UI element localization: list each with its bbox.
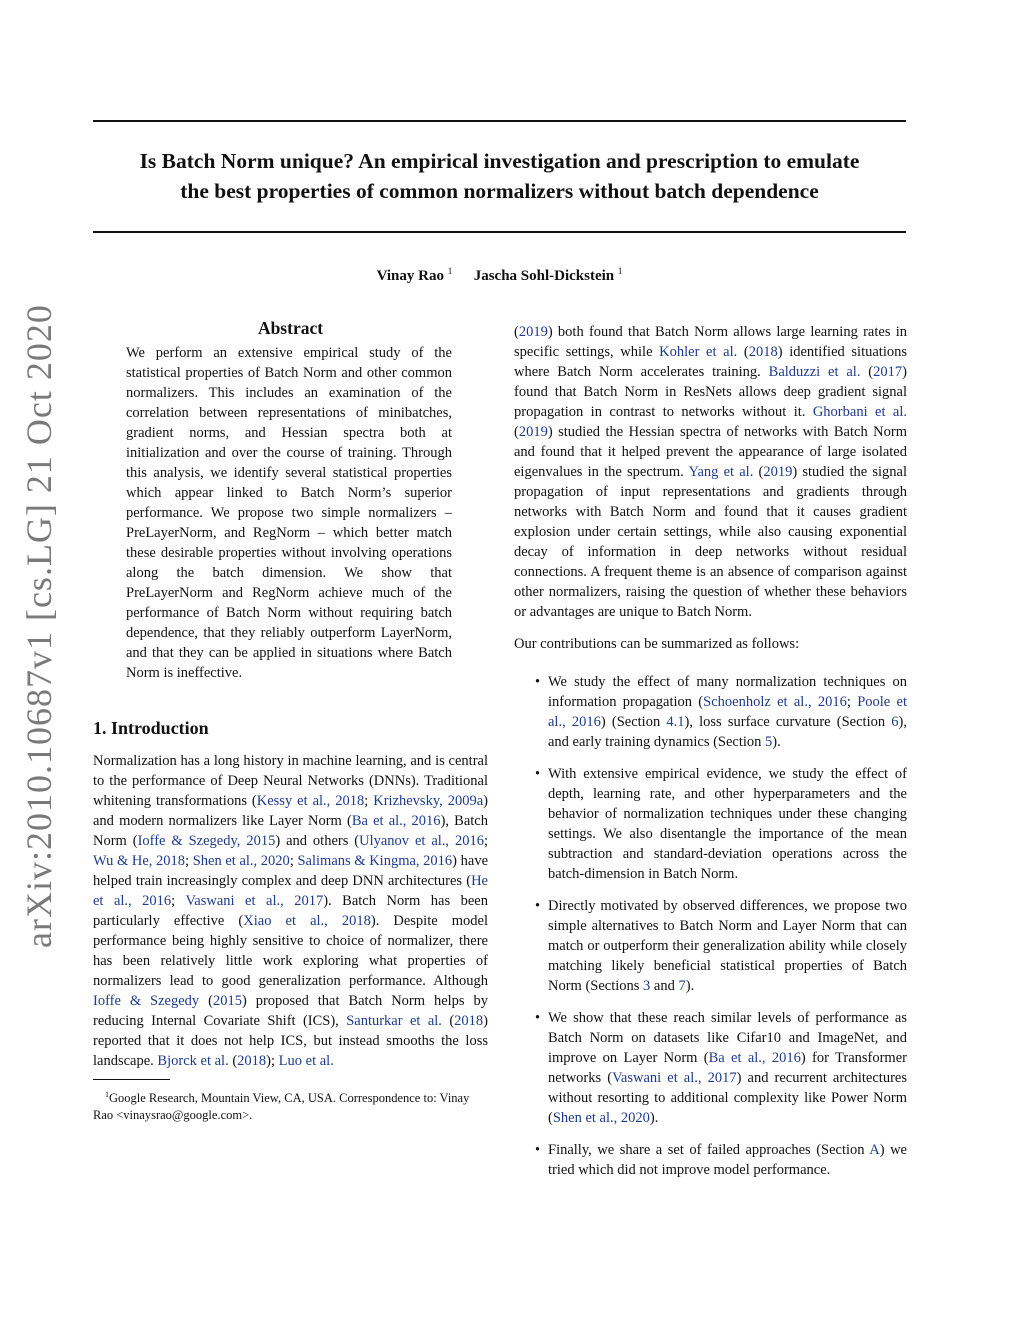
abstract-text: We perform an extensive empirical study of the statistical properties of Batch Norm and other common normalizers. This includes an examination of the correlation between representations of minibatches, gradient norms, and Hessian spectra both at initialization and over the course of training. Through this analysis, we identify several statistical properties which appear linked to Batch Norm’s superior performance. We propose two simple normalizers – PreLayerNorm, and RegNorm – which better match these desirable properties without involving operations along the batch dimension. We show that PreLayerNorm and RegNorm achieve much of the performance of Batch Norm without requiring batch dependence, that they reliably outperform LayerNorm, and that they can be applied in situations where Batch Norm is ineffective. — [126, 345, 452, 681]
author-list — [93, 266, 906, 285]
title-line-2: the best properties of common normalizers without batch dependence — [180, 179, 819, 203]
citation-link[interactable]: 4.1 — [666, 714, 685, 730]
citation-link[interactable]: 7 — [678, 978, 686, 994]
abstract-heading: Abstract — [257, 318, 324, 338]
contributions-list — [514, 672, 907, 1180]
footnote — [93, 1086, 488, 1124]
paper-title — [93, 146, 906, 206]
list-item-text: We study the effect of many normalization techniques on information propagation (Schoenholz et al., 2016; Poole et al., 2016) (Section 4.1), loss surface curvature (Section 6), and early training dynamics (Section 5). — [548, 674, 907, 750]
contributions-intro: Our contributions can be summarized as follows: — [514, 636, 800, 652]
citation-link[interactable]: 2019 — [763, 464, 793, 480]
citation-link[interactable]: 2019 — [518, 424, 548, 440]
citation-link[interactable]: Ioffe & Szegedy, 2015 — [137, 833, 276, 849]
arxiv-stamp: arXiv:2010.10687v1 [cs.LG] 21 Oct 2020 — [19, 304, 59, 948]
citation-link[interactable]: Vaswani et al., 2017 — [612, 1070, 737, 1086]
list-item — [514, 1008, 907, 1128]
footnote-divider — [93, 1079, 170, 1080]
bullet-icon: • — [535, 1010, 541, 1026]
section-heading-introduction: 1. Introduction — [93, 718, 209, 738]
citation-link[interactable]: 2017 — [873, 364, 903, 380]
citation-link[interactable]: 5 — [765, 734, 773, 750]
left-column — [93, 318, 488, 1124]
citation-link[interactable]: 6 — [891, 714, 899, 730]
citation-link[interactable]: Kohler et al. — [659, 344, 738, 360]
footnote-mark: 1 — [105, 1090, 109, 1099]
footnote-text: Google Research, Mountain View, CA, USA. Correspondence to: Vinay Rao <vinaysrao@google.com>. — [93, 1091, 470, 1123]
citation-link[interactable]: Vaswani et al., 2017 — [185, 893, 324, 909]
citation-link[interactable]: Xiao et al., 2018 — [243, 913, 371, 929]
list-item — [514, 896, 907, 996]
list-item — [514, 764, 907, 884]
title-line-1: Is Batch Norm unique? An empirical investigation and prescription to emulate — [139, 149, 860, 173]
citation-link[interactable]: 2018 — [454, 1013, 484, 1029]
citation-link[interactable]: Salimans & Kingma, 2016 — [297, 853, 453, 869]
list-item-text: We show that these reach similar levels of performance as Batch Norm on datasets like Cifar10 and ImageNet, and improve on Layer Norm (Ba et al., 2016) for Transformer networks (Vaswani et al., 2017) and recurrent architectures without resorting to additional complexity like Power Norm (Shen et al., 2020). — [548, 1010, 907, 1126]
citation-link[interactable]: Poole et al., 2016 — [548, 694, 907, 730]
list-item — [514, 1140, 907, 1180]
citation-link[interactable]: Santurkar et al. — [346, 1013, 442, 1029]
affiliation-mark: 1 — [447, 266, 453, 276]
citation-link[interactable]: Bjorck et al. — [157, 1053, 229, 1069]
citation-link[interactable]: Kessy et al., 2018 — [256, 793, 365, 809]
citation-link[interactable]: Ghorbani et al. — [812, 404, 907, 420]
author-name: Vinay Rao — [376, 268, 444, 284]
intro-paragraph: Normalization has a long history in machine learning, and is central to the performance of Deep Neural Networks (DNNs). Traditional whitening transformations (Kessy et al., 2018; Krizhevsky, 2009a) and modern normalizers like Layer Norm (Ba et al., 2016), Batch Norm (Ioffe & Szegedy, 2015) and others (Ulyanov et al., 2016; Wu & He, 2018; Shen et al., 2020; Salimans & Kingma, 2016) have helped train increasingly complex and deep DNN architectures (He et al., 2016; Vaswani et al., 2017). Batch Norm has been particularly effective (Xiao et al., 2018). Despite model performance being highly sensitive to choice of normalizer, there has been relatively little work exploring what properties of normalizers lead to good generalization performance. Although Ioffe & Szegedy (2015) proposed that Batch Norm helps by reducing Internal Covariate Shift (ICS), Santurkar et al. (2018) reported that it does not help ICS, but instead smooths the loss landscape. Bjorck et al. (2018); Luo et al. — [93, 753, 489, 1069]
citation-link[interactable]: Shen et al., 2020 — [192, 853, 290, 869]
citation-link[interactable]: Wu & He, 2018 — [93, 853, 186, 869]
affiliation-mark: 1 — [617, 266, 623, 276]
bullet-icon: • — [535, 898, 541, 914]
list-item-text: Directly motivated by observed differences, we propose two simple alternatives to Batch Norm and Layer Norm that can match or outperform their generalization ability while closely matching likely beneficial statistical properties of Batch Norm (Sections 3 and 7). — [548, 898, 907, 994]
citation-link[interactable]: Ba et al., 2016 — [351, 813, 441, 829]
citation-link[interactable]: A — [869, 1142, 880, 1158]
right-column — [514, 322, 907, 1192]
intro-paragraph-continued: (2019) both found that Batch Norm allows large learning rates in specific settings, while Kohler et al. (2018) identified situations where Batch Norm accelerates training. Balduzzi et al. (2017) found that Batch Norm in ResNets allows deep gradient signal propagation in contrast to networks without it. Ghorbani et al. (2019) studied the Hessian spectra of networks with Batch Norm and found that it helped prevent the appearance of large isolated eigenvalues in the spectrum. Yang et al. (2019) studied the signal propagation of input representations and gradients through networks with Batch Norm and found that it causes gradient explosion under certain settings, while also causing exponential decay of information in deep networks without residual connections. A frequent theme is an absence of comparison against other normalizers, raising the question of whether these behaviors or advantages are unique to Batch Norm. — [514, 324, 907, 620]
author-name: Jascha Sohl-Dickstein — [473, 268, 615, 284]
citation-link[interactable]: 2015 — [212, 993, 242, 1009]
citation-link[interactable]: Luo et al. — [278, 1053, 334, 1069]
citation-link[interactable]: Yang et al. — [688, 464, 754, 480]
citation-link[interactable]: Shen et al., 2020 — [552, 1110, 650, 1126]
citation-link[interactable]: Ioffe & Szegedy — [93, 993, 200, 1009]
citation-link[interactable]: 3 — [643, 978, 651, 994]
citation-link[interactable]: Balduzzi et al. — [768, 364, 861, 380]
title-top-rule — [93, 120, 906, 122]
list-item — [514, 672, 907, 752]
citation-link[interactable]: 2018 — [748, 344, 778, 360]
citation-link[interactable]: Ulyanov et al., 2016 — [359, 833, 484, 849]
bullet-icon: • — [535, 1142, 541, 1158]
bullet-icon: • — [535, 674, 541, 690]
citation-link[interactable]: Krizhevsky, 2009a — [373, 793, 484, 809]
bullet-icon: • — [535, 766, 541, 782]
citation-link[interactable]: Schoenholz et al., 2016 — [703, 694, 847, 710]
list-item-text: Finally, we share a set of failed approaches (Section A) we tried which did not improve model performance. — [548, 1142, 907, 1178]
citation-link[interactable]: 2019 — [518, 324, 548, 340]
citation-link[interactable]: 2018 — [237, 1053, 267, 1069]
citation-link[interactable]: Ba et al., 2016 — [708, 1050, 801, 1066]
citation-link[interactable]: He et al., 2016 — [93, 873, 488, 909]
title-bottom-rule — [93, 231, 906, 233]
list-item-text: With extensive empirical evidence, we study the effect of depth, learning rate, and other hyperparameters and the behavior of normalization techniques under these changing settings. We also disentangle the importance of the mean subtraction and standard-deviation operations across the batch-dimension in Batch Norm. — [548, 766, 907, 882]
